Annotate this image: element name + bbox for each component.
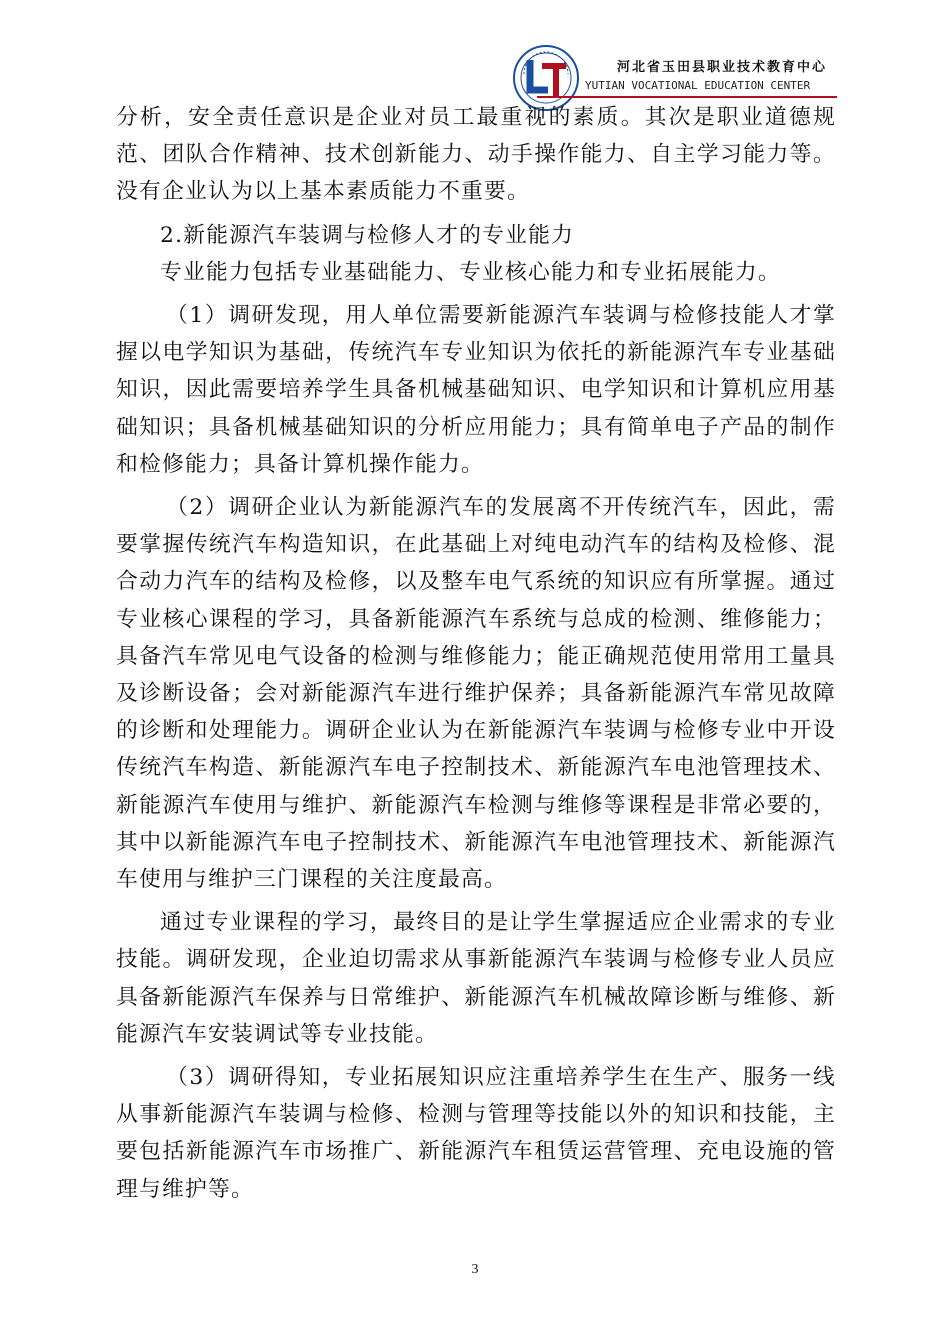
paragraph-intro: 专业能力包括专业基础能力、专业核心能力和专业拓展能力。 (160, 259, 781, 285)
paragraph-item-1: （1）调研发现，用人单位需要新能源汽车装调与检修技能人才掌握以电学知识为基础，传统汽车专业知识为依托的新能源汽车专业基础知识，因此需要培养学生具备机械基础知识、电学知识和计算机应用基础知识；具备机械基础知识的分析应用能力；具有简单电子产品的制作和检修能力；具备计算机操作能力。 (116, 303, 836, 477)
page-header (0, 0, 950, 110)
paragraph-skills: 通过专业课程的学习，最终目的是让学生掌握适应企业需求的专业技能。调研发现，企业迫切需求从事新能源汽车装调与检修专业人员应具备新能源汽车保养与日常维护、新能源汽车机械故障诊断与维修、新能源汽车安装调试等专业技能。 (116, 910, 836, 1047)
paragraph-basic-qualities: 分析，安全责任意识是企业对员工最重视的素质。其次是职业道德规范、团队合作精神、技术创新能力、动手操作能力、自主学习能力等。没有企业认为以上基本素质能力不重要。 (116, 105, 836, 205)
paragraph-item-3: （3）调研得知，专业拓展知识应注重培养学生在生产、服务一线从事新能源汽车装调与检修、检测与管理等技能以外的知识和技能，主要包括新能源汽车市场推广、新能源汽车租赁运营管理、充电设施的管理与维护等。 (116, 1065, 836, 1202)
document-body (116, 99, 836, 1208)
header-divider (537, 96, 837, 98)
page-number: 3 (471, 1262, 479, 1277)
paragraph-item-2: （2）调研企业认为新能源汽车的发展离不开传统汽车，因此，需要掌握传统汽车构造知识，在此基础上对纯电动汽车的结构及检修、混合动力汽车的结构及检修，以及整车电气系统的知识应有所掌握。通过专业核心课程的学习，具备新能源汽车系统与总成的检测、维修能力；具备汽车常见电气设备的检测与维修能力；能正确规范使用常用工量具及诊断设备；会对新能源汽车进行维护保养；具备新能源汽车常见故障的诊断和处理能力。调研企业认为在新能源汽车装调与检修专业中开设传统汽车构造、新能源汽车电子控制技术、新能源汽车电池管理技术、新能源汽车使用与维护、新能源汽车检测与维修等课程是非常必要的，其中以新能源汽车电子控制技术、新能源汽车电池管理技术、新能源汽车使用与维护三门课程的关注度最高。 (116, 495, 836, 893)
organization-name-en: YUTIAN VOCATIONAL EDUCATION CENTER (585, 79, 811, 92)
organization-name-cn: 河北省玉田县职业技术教育中心 (617, 60, 828, 75)
section-heading: 2.新能源汽车装调与检修人才的专业能力 (160, 222, 575, 248)
